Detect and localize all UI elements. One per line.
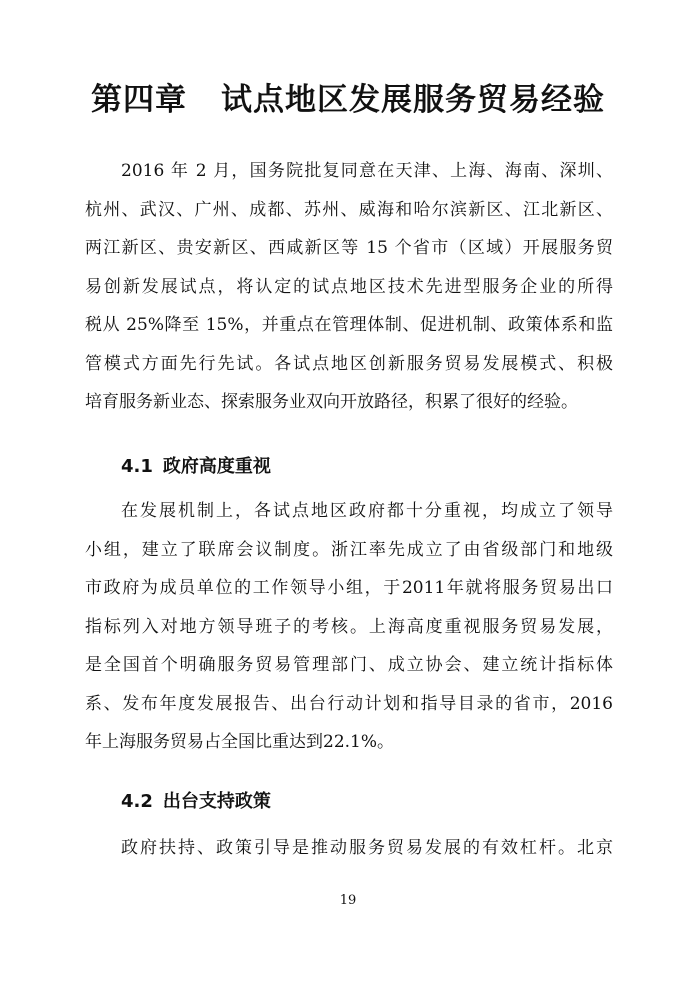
- paragraph-line: 2016 年 2 月，国务院批复同意在天津、上海、海南、深圳、: [121, 161, 613, 181]
- paragraph-line: 年上海服务贸易占全国比重达到22.1%。: [85, 732, 395, 752]
- section-number: 4.1: [121, 456, 153, 477]
- page-number: 19: [339, 893, 357, 908]
- section-heading-4-1: [121, 452, 271, 482]
- paragraph-line: 政府扶持、政策引导是推动服务贸易发展的有效杠杆。北京: [121, 838, 613, 858]
- paragraph-line: 在发展机制上，各试点地区政府都十分重视，均成立了领导: [121, 501, 613, 521]
- paragraph-line: 小组，建立了联席会议制度。浙江率先成立了由省级部门和地级: [85, 539, 613, 560]
- chapter-number: 第四章: [91, 82, 187, 118]
- paragraph-line: 市政府为成员单位的工作领导小组，于2011年就将服务贸易出口: [85, 578, 613, 598]
- paragraph-line: 是全国首个明确服务贸易管理部门、成立协会、建立统计指标体: [85, 655, 613, 675]
- paragraph-line: 管模式方面先行先试。各试点地区创新服务贸易发展模式、积极: [85, 353, 613, 374]
- section-4-2-paragraph: [85, 829, 613, 868]
- paragraph-line: 培育服务新业态、探索服务业双向开放路径，积累了很好的经验。: [85, 392, 578, 412]
- section-title: 政府高度重视: [162, 456, 271, 477]
- chapter-title-text: 试点地区发展服务贸易经验: [221, 82, 605, 118]
- paragraph-line: 杭州、武汉、广州、成都、苏州、威海和哈尔滨新区、江北新区、: [85, 199, 613, 220]
- paragraph-line: 两江新区、贵安新区、西咸新区等 15 个省市（区域）开展服务贸: [85, 238, 613, 258]
- paragraph-line: 税从 25%降至 15%，并重点在管理体制、促进机制、政策体系和监: [85, 315, 613, 335]
- intro-paragraph: [85, 152, 613, 422]
- paragraph-line: 指标列入对地方领导班子的考核。上海高度重视服务贸易发展，: [85, 616, 613, 637]
- section-title: 出台支持政策: [162, 791, 271, 812]
- section-heading-4-2: [121, 787, 271, 817]
- section-4-1-paragraph: [85, 492, 613, 762]
- section-number: 4.2: [121, 791, 153, 812]
- paragraph-line: 系、发布年度发展报告、出台行动计划和指导目录的省市，2016: [85, 693, 613, 714]
- paragraph-line: 易创新发展试点，将认定的试点地区技术先进型服务企业的所得: [85, 276, 613, 297]
- chapter-title: [0, 78, 696, 122]
